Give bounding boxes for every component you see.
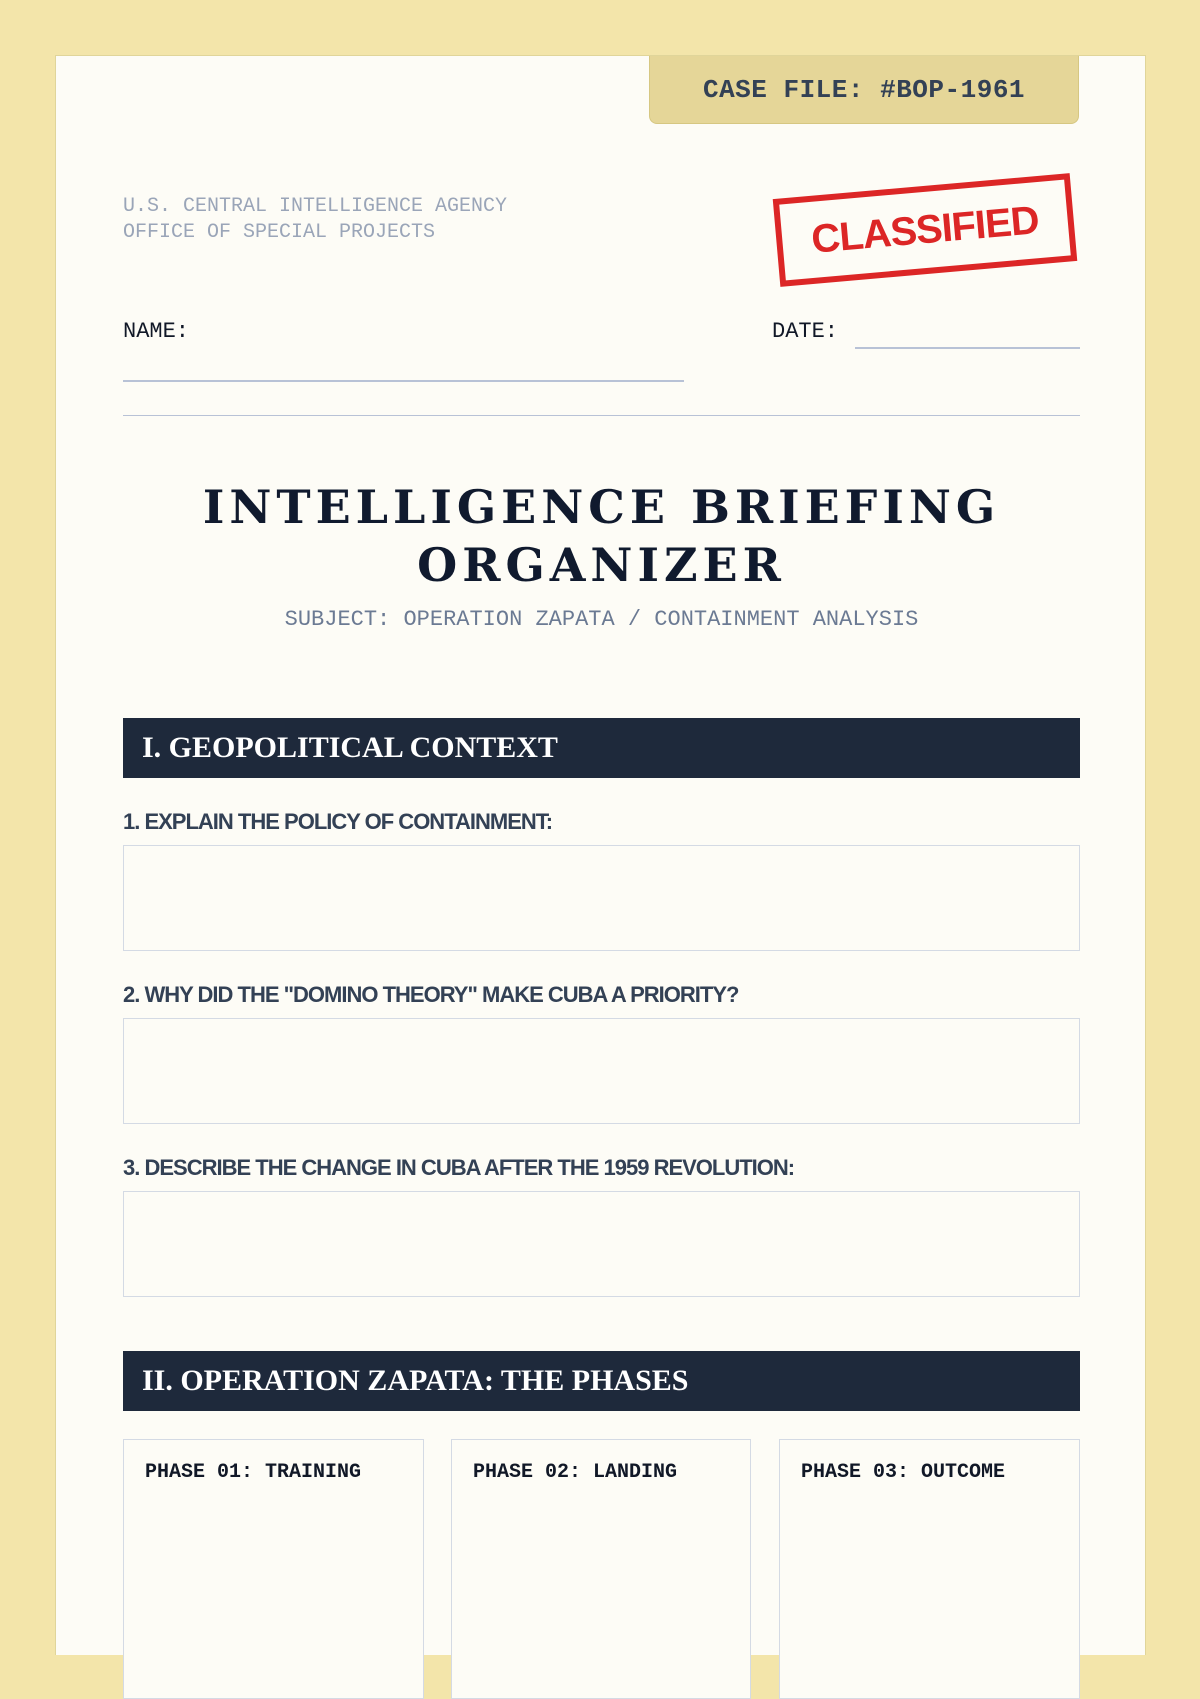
name-label: NAME:: [123, 319, 190, 344]
phase-2-box[interactable]: [451, 1439, 751, 1699]
agency-office: OFFICE OF SPECIAL PROJECTS: [123, 221, 436, 244]
section-heading-geopolitical: I. GEOPOLITICAL CONTEXT: [123, 718, 1080, 778]
section-heading-phases: II. OPERATION ZAPATA: THE PHASES: [123, 1351, 1080, 1411]
question-2-label: 2. WHY DID THE "DOMINO THEORY" MAKE CUBA A PRIORITY?: [123, 982, 739, 1007]
question-1-label: 1. EXPLAIN THE POLICY OF CONTAINMENT:: [123, 809, 553, 834]
date-field-line[interactable]: [855, 347, 1080, 349]
agency-header: [123, 194, 507, 246]
question-3-label: 3. DESCRIBE THE CHANGE IN CUBA AFTER THE 1959 REVOLUTION:: [123, 1155, 795, 1180]
case-file-tab: CASE FILE: #BOP-1961: [649, 56, 1079, 124]
question-1-answer-box[interactable]: [123, 845, 1080, 951]
phase-1-box[interactable]: [123, 1439, 424, 1699]
name-field-line[interactable]: [123, 380, 684, 382]
question-3-answer-box[interactable]: [123, 1191, 1080, 1297]
worksheet-page: [55, 55, 1146, 1655]
page-subtitle: SUBJECT: OPERATION ZAPATA / CONTAINMENT ANALYSIS: [284, 607, 919, 632]
phase-3-box[interactable]: [779, 1439, 1080, 1699]
page-title: [56, 478, 1147, 594]
header-divider: [123, 415, 1080, 416]
classified-stamp: CLASSIFIED: [773, 173, 1078, 287]
title-line-1: INTELLIGENCE BRIEFING: [202, 480, 1001, 534]
title-line-2: ORGANIZER: [417, 538, 786, 592]
phase-3-label: PHASE 03: OUTCOME: [801, 1461, 1006, 1484]
phase-2-label: PHASE 02: LANDING: [473, 1461, 678, 1484]
date-label: DATE:: [772, 319, 839, 344]
agency-name: U.S. CENTRAL INTELLIGENCE AGENCY: [123, 195, 508, 218]
phase-1-label: PHASE 01: TRAINING: [145, 1461, 362, 1484]
question-2-answer-box[interactable]: [123, 1018, 1080, 1124]
